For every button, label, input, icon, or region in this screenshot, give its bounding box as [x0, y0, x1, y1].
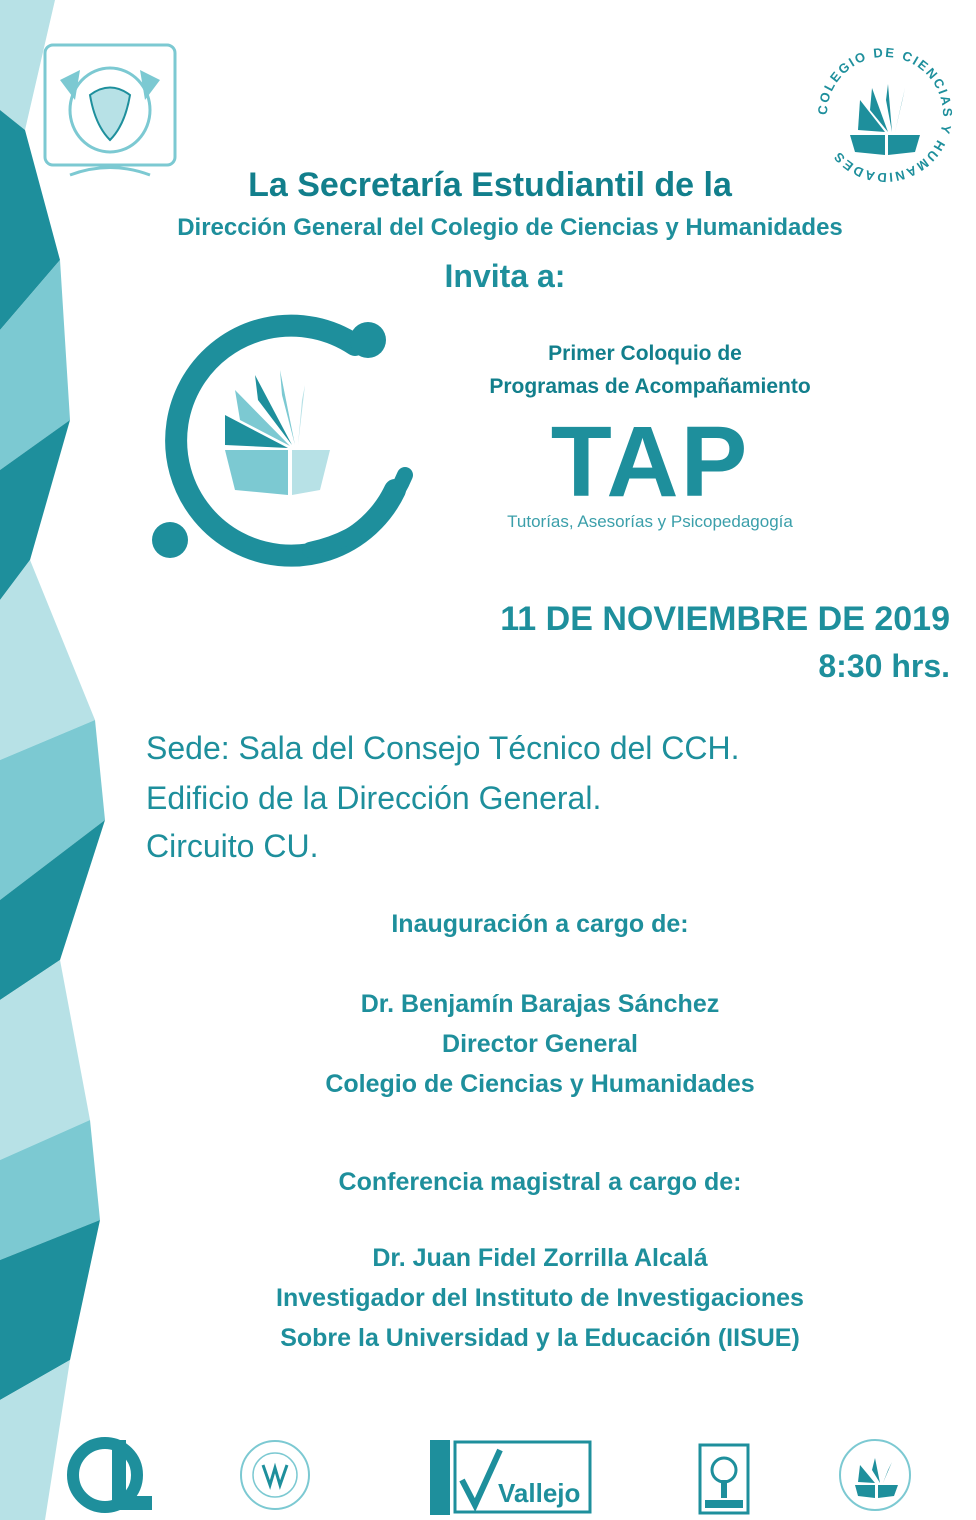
svg-text:COLEGIO DE CIENCIAS Y HUMANIDA — [815, 45, 955, 185]
event-date: 11 DE NOVIEMBRE DE 2019 — [500, 600, 950, 638]
ccu-logo — [73, 1440, 152, 1510]
inauguration-role: Director General — [442, 1030, 638, 1058]
vallejo-logo — [430, 1440, 590, 1515]
tap-logo — [140, 300, 420, 580]
vallejo-text: Vallejo — [498, 1478, 581, 1508]
event-time: 8:30 hrs. — [818, 648, 950, 684]
inauguration-name: Dr. Benjamín Barajas Sánchez — [360, 990, 720, 1018]
tree-logo — [700, 1445, 748, 1513]
cch-seal-ring-text: COLEGIO DE CIENCIAS Y HUMANIDADES — [814, 44, 956, 186]
event-acronym: TAP — [550, 406, 750, 518]
conference-org: Sobre la Universidad y la Educación (IISUE) — [280, 1324, 800, 1352]
bottom-logos — [60, 1430, 940, 1520]
conference-heading: Conferencia magistral a cargo de: — [338, 1168, 742, 1196]
conference-name: Dr. Juan Fidel Zorrilla Alcalá — [372, 1244, 708, 1272]
venue-line-2: Edificio de la Dirección General. — [146, 780, 602, 816]
event-title-line-2: Programas de Acompañamiento — [489, 375, 811, 398]
inauguration-heading: Inauguración a cargo de: — [391, 910, 689, 938]
azcapotzalco-seal — [241, 1441, 309, 1509]
inauguration-org: Colegio de Ciencias y Humanidades — [325, 1070, 755, 1098]
conference-role: Investigador del Instituto de Investigaciones — [276, 1284, 804, 1312]
small-cch-seal — [840, 1440, 910, 1510]
header-line-1: La Secretaría Estudiantil de la — [248, 166, 732, 204]
venue-line-1: Sede: Sala del Consejo Técnico del CCH. — [146, 730, 740, 766]
header-invita: Invita a: — [444, 258, 566, 294]
venue-line-3: Circuito CU. — [146, 828, 319, 864]
event-acronym-full: Tutorías, Asesorías y Psicopedagogía — [507, 512, 793, 531]
event-title-line-1: Primer Coloquio de — [548, 342, 742, 365]
header-line-2: Dirección General del Colegio de Ciencias y Humanidades — [177, 214, 843, 241]
